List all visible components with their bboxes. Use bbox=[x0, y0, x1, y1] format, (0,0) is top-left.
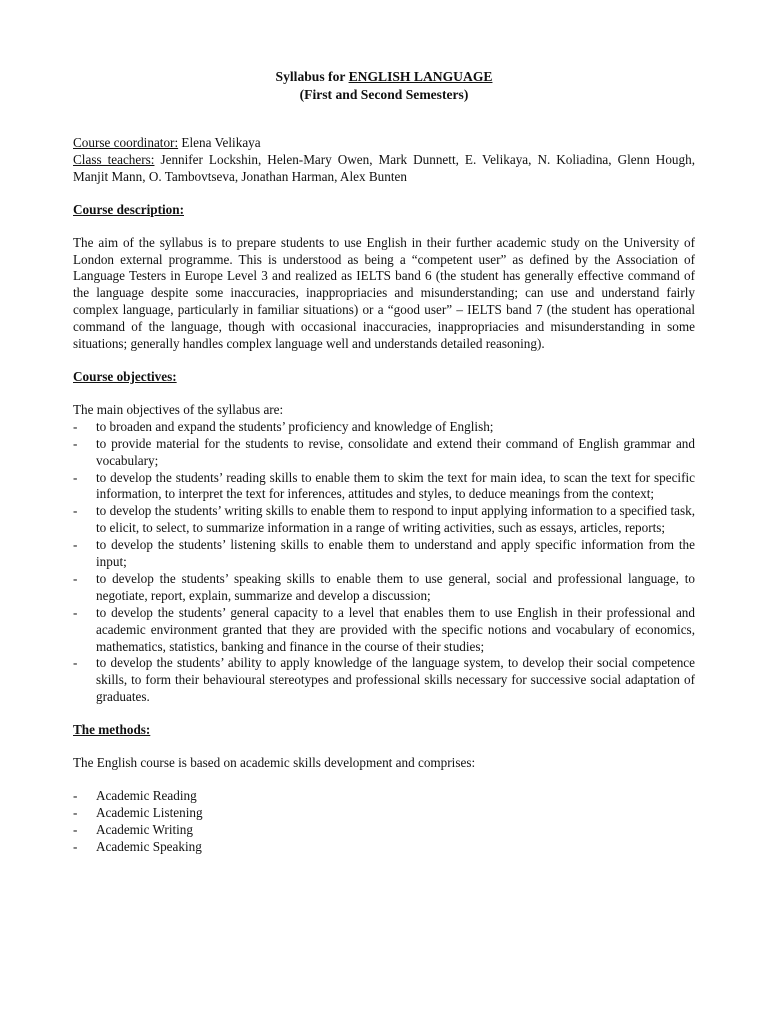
coordinator-name: Elena Velikaya bbox=[178, 135, 261, 150]
objective-item: - to develop the students’ writing skills to enable them to respond to input applying information to a specified task, to elicit, to select, to summarize information in a range of writing activities, such as essays, articles, reports; bbox=[73, 503, 695, 536]
objective-item: - to provide material for the students to revise, consolidate and extend their command of English grammar and vocabulary; bbox=[73, 435, 695, 468]
objective-item: - to develop the students’ reading skills to enable them to skim the text for main idea, to scan the text for specific information, to interpret the text for inferences, attitudes and styles, to deduce meanings from the context; bbox=[73, 469, 695, 502]
title-prefix: Syllabus for bbox=[275, 69, 349, 84]
teachers-line bbox=[73, 152, 695, 186]
methods-list bbox=[73, 788, 695, 856]
bullet-dash: - bbox=[73, 570, 78, 586]
method-item: - Academic Reading bbox=[73, 788, 197, 803]
bullet-dash: - bbox=[73, 821, 78, 837]
bullet-dash: - bbox=[73, 469, 78, 485]
objective-item: - to develop the students’ ability to apply knowledge of the language system, to develop their social competence skills, to form their behavioural stereotypes and professional skills necessary for successive social adaptation of graduates. bbox=[73, 655, 695, 705]
objectives-heading: Course objectives: bbox=[73, 368, 177, 384]
objectives-list bbox=[73, 419, 695, 706]
objective-item: - to develop the students’ listening skills to enable them to understand and apply specific information from the input; bbox=[73, 537, 695, 570]
document-title bbox=[73, 68, 695, 86]
coordinator-line bbox=[73, 135, 695, 152]
teachers-label: Class teachers: bbox=[73, 151, 155, 167]
bullet-dash: - bbox=[73, 804, 78, 820]
coordinator-label: Course coordinator: bbox=[73, 135, 179, 150]
method-item: - Academic Writing bbox=[73, 821, 193, 837]
bullet-dash: - bbox=[73, 838, 78, 854]
document-page bbox=[73, 68, 695, 856]
objective-item: - to develop the students’ speaking skills to enable them to use general, social and professional language, to negotiate, report, explain, summarize and develop a discussion; bbox=[73, 570, 695, 603]
objective-item: - to develop the students’ general capacity to a level that enables them to use English in their professional and academic environment granted that they are provided with the specific notions and vocabulary of economics, mathematics, statistics, banking and finance in the course of their studies; bbox=[73, 604, 695, 654]
description-paragraph: The aim of the syllabus is to prepare students to use English in their further academic study on the University of London external programme. This is understood as being a “competent user” as defined by the Association of Language Testers in Europe Level 3 and realized as IELTS band 6 (the student has generally effective command of the language despite some inaccuracies, inappropriacies and misunderstanding; can use and understand fairly complex language, particularly in familiar situations) or a “good user” – IELTS band 7 (the student has operational command of the language, though with occasional inaccuracies, inappropriacies and misunderstanding in some situations; generally handles complex language well and understands detailed reasoning). bbox=[73, 234, 695, 352]
method-item: - Academic Speaking bbox=[73, 838, 202, 854]
teachers-names: Jennifer Lockshin, Helen-Mary Owen, Mark Dunnett, E. Velikaya, N. Koliadina, Glenn Hough, Manjit Mann, O. Tambovtseva, Jonathan Harman, Alex Bunten bbox=[73, 151, 696, 184]
methods-heading: The methods: bbox=[73, 722, 151, 738]
description-heading: Course description: bbox=[73, 201, 184, 217]
methods-intro: The English course is based on academic skills development and comprises: bbox=[73, 755, 476, 771]
document-subtitle: (First and Second Semesters) bbox=[299, 87, 469, 102]
bullet-dash: - bbox=[73, 655, 78, 671]
bullet-dash: - bbox=[73, 537, 78, 553]
title-subject: ENGLISH LANGUAGE bbox=[348, 69, 493, 84]
bullet-dash: - bbox=[73, 604, 78, 620]
bullet-dash: - bbox=[73, 418, 78, 434]
method-item: - Academic Listening bbox=[73, 804, 203, 820]
bullet-dash: - bbox=[73, 435, 78, 451]
bullet-dash: - bbox=[73, 503, 78, 519]
bullet-dash: - bbox=[73, 788, 78, 803]
objective-item: - to broaden and expand the students’ proficiency and knowledge of English; bbox=[73, 418, 494, 434]
objectives-intro: The main objectives of the syllabus are: bbox=[73, 401, 284, 417]
